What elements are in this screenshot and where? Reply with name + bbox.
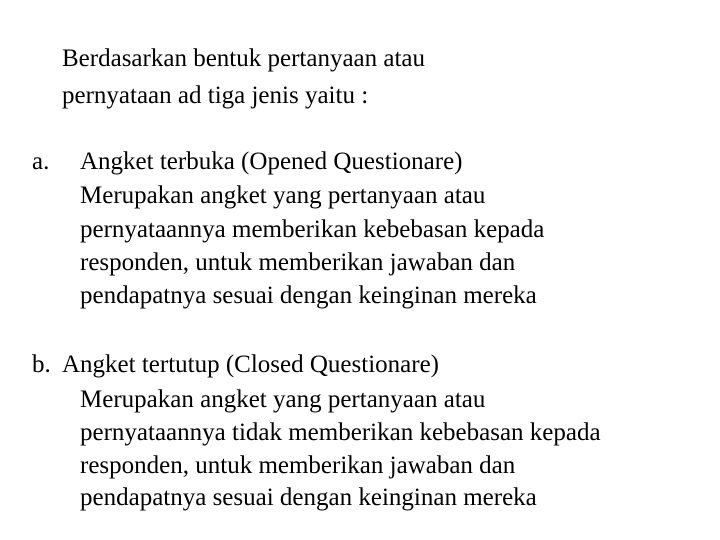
- item-description-line: pernyataannya tidak memberikan kebebasan kepada: [80, 419, 601, 446]
- list-marker: a.: [32, 148, 50, 175]
- item-description-line: pernyataannya memberikan kebebasan kepada: [80, 216, 545, 243]
- item-description-line: Merupakan angket yang pertanyaan atau: [80, 182, 486, 209]
- item-title: Angket terbuka (Opened Questionare): [80, 148, 463, 175]
- item-description-line: responden, untuk memberikan jawaban dan: [80, 452, 516, 479]
- item-title: Angket tertutup (Closed Questionare): [62, 351, 439, 378]
- intro-line-2: pernyataan ad tiga jenis yaitu :: [62, 82, 369, 109]
- item-description-line: pendapatnya sesuai dengan keinginan mereka: [80, 484, 537, 511]
- item-description-line: pendapatnya sesuai dengan keinginan mereka: [80, 282, 537, 309]
- item-description-line: Merupakan angket yang pertanyaan atau: [80, 386, 486, 413]
- list-marker: b.: [32, 351, 51, 378]
- item-description-line: responden, untuk memberikan jawaban dan: [80, 249, 516, 276]
- intro-line-1: Berdasarkan bentuk pertanyaan atau: [62, 45, 426, 72]
